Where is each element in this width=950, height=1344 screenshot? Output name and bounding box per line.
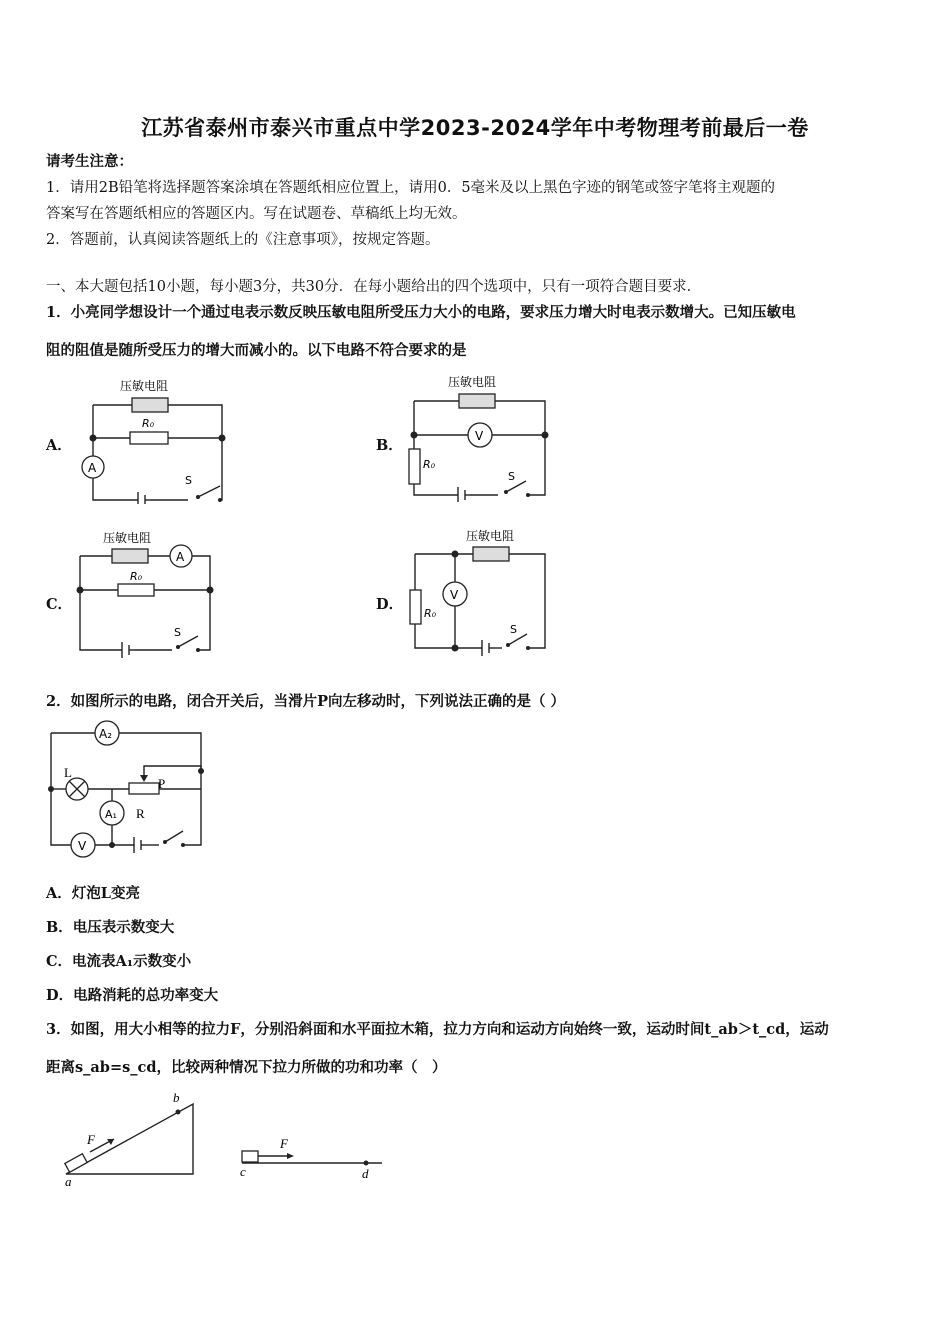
- pressure-sensitive-resistor-a: [132, 398, 168, 412]
- q2-option-a: A．灯泡L变亮: [46, 885, 140, 902]
- q1-stem-line1: 1．小亮同学想设计一个通过电表示数反映压敏电阻所受压力大小的电路，要求压力增大时电表示数增大。已知压敏电: [46, 304, 796, 321]
- q2-circuit: [44, 718, 214, 860]
- slider-p-label: P: [158, 776, 166, 791]
- switch-c-label: S: [174, 626, 181, 639]
- box-on-incline: [65, 1154, 87, 1172]
- r0-label-c: R₀: [130, 570, 143, 583]
- pressure-label-d: 压敏电阻: [466, 529, 515, 543]
- rheostat-label: R: [136, 806, 145, 821]
- q1-option-c-label: C．: [46, 596, 73, 613]
- force-f-incline-label: F: [87, 1132, 95, 1147]
- circuit-d: [400, 526, 560, 658]
- pressure-sensitive-resistor-d: [473, 547, 509, 561]
- pressure-sensitive-resistor-c: [112, 549, 148, 563]
- r0-resistor-d: [410, 590, 421, 624]
- point-c-label: c: [240, 1164, 246, 1179]
- q2-option-b: B．电压表示数变大: [46, 919, 175, 936]
- q1-option-b-label: B．: [376, 437, 403, 454]
- q3-stem-line1: 3．如图，用大小相等的拉力F，分别沿斜面和水平面拉木箱，拉力方向和运动方向始终一致，运动时间t_ab＞t_cd，运动: [46, 1021, 829, 1038]
- pressure-label-c: 压敏电阻: [103, 531, 152, 545]
- ammeter-c-label: A: [176, 550, 185, 564]
- notice-item-2: 2．答题前，认真阅读答题纸上的《注意事项》，按规定答题。: [46, 232, 440, 248]
- r0-label-b: R₀: [423, 458, 436, 471]
- notice-item-1-cont: 答案写在答题纸相应的答题区内。写在试题卷、草稿纸上均无效。: [46, 206, 467, 222]
- pressure-label-b: 压敏电阻: [448, 375, 497, 389]
- r0-label-a: R₀: [142, 417, 155, 430]
- voltmeter-b-label: V: [475, 429, 484, 443]
- q3-stem-line2: 距离s_ab=s_cd，比较两种情况下拉力所做的功和功率（ ）: [46, 1059, 447, 1076]
- a2-label: A₂: [99, 727, 113, 741]
- q1-stem-line2: 阻的阻值是随所受压力的增大而减小的。以下电路不符合要求的是: [46, 342, 467, 359]
- page-title: 江苏省泰州市泰兴市重点中学2023-2024学年中考物理考前最后一卷: [141, 116, 809, 140]
- ammeter-a-label: A: [88, 461, 97, 475]
- notice-heading: 请考生注意：: [46, 153, 133, 170]
- a1-label: A₁: [105, 808, 117, 821]
- pressure-label-a: 压敏电阻: [120, 379, 169, 393]
- switch-b-label: S: [508, 470, 515, 483]
- force-f-ground-label: F: [280, 1136, 288, 1151]
- q1-option-a-label: A．: [46, 437, 72, 454]
- circuit-c: [70, 526, 240, 658]
- r0-resistor-c: [118, 584, 154, 596]
- q2-option-d: D．电路消耗的总功率变大: [46, 987, 219, 1004]
- notice-item-1: 1．请用2B铅笔将选择题答案涂填在答题纸相应位置上，请用0．5毫米及以上黑色字迹的钢笔或签字笔将主观题的: [46, 180, 776, 196]
- lamp-label: L: [64, 765, 72, 780]
- section-heading: 一、本大题包括10小题，每小题3分，共30分．在每小题给出的四个选项中，只有一项符合题目要求．: [46, 279, 702, 295]
- q1-option-d-label: D．: [376, 596, 404, 613]
- point-b-label: b: [173, 1090, 180, 1105]
- q2-stem: 2．如图所示的电路，闭合开关后，当滑片P向左移动时，下列说法正确的是（ ）: [46, 693, 566, 710]
- r0-resistor-b: [409, 449, 420, 484]
- q2-option-c: C．电流表A₁示数变小: [46, 953, 192, 970]
- q3-figure: [52, 1088, 392, 1188]
- switch-a-label: S: [185, 474, 192, 487]
- switch-d-label: S: [510, 623, 517, 636]
- box-on-ground: [242, 1151, 258, 1162]
- pressure-sensitive-resistor-b: [459, 394, 495, 408]
- circuit-b: [400, 370, 560, 502]
- r0-resistor-a: [130, 432, 168, 444]
- circuit-a: [70, 372, 240, 504]
- voltmeter-d-label: V: [450, 588, 459, 602]
- point-d-label: d: [362, 1166, 369, 1181]
- point-a-label: a: [65, 1174, 72, 1188]
- r0-label-d: R₀: [424, 607, 437, 620]
- rheostat-r: [129, 783, 159, 794]
- voltmeter-q2-label: V: [78, 839, 87, 853]
